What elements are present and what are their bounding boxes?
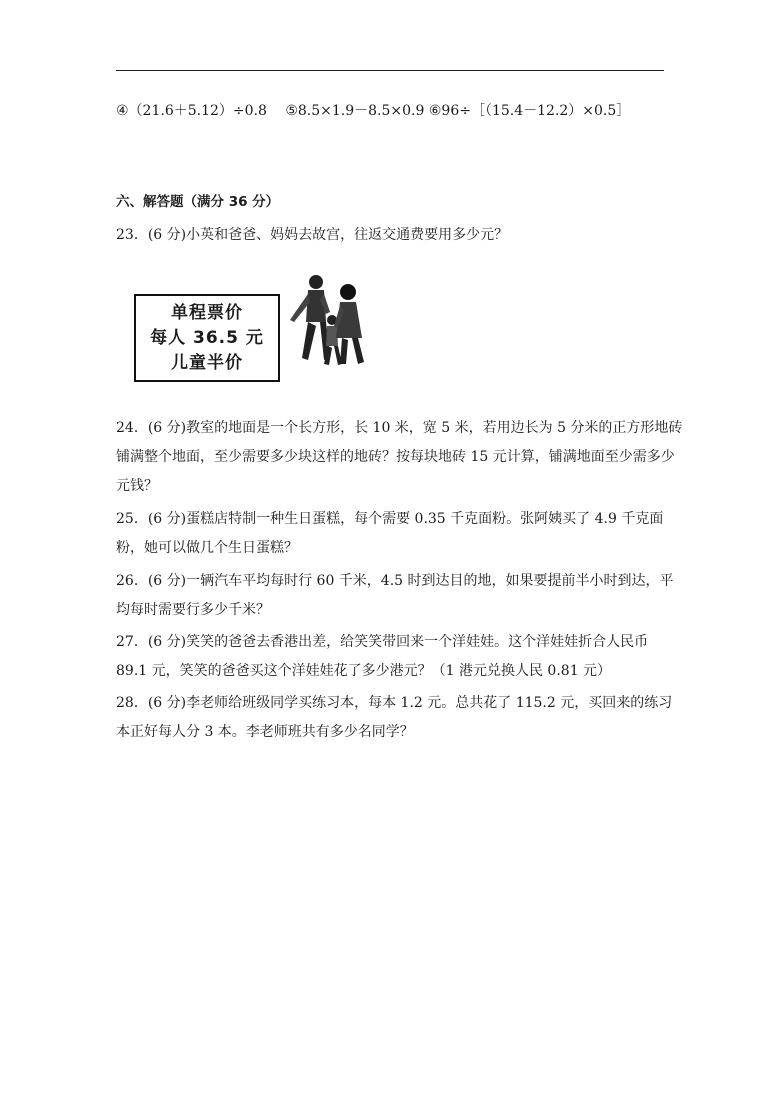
sign-line-3: 儿童半价 <box>171 352 243 373</box>
q26-line-1: 26．(6 分)一辆汽车平均每时行 60 千米，4.5 时到达目的地，如果要提前半小时到达，平 <box>116 573 674 589</box>
sign-line-2: 每人 36.5 元 <box>150 327 264 348</box>
ticket-price-sign <box>134 294 280 382</box>
question-25 <box>116 505 664 563</box>
q27-line-2: 89.1 元，笑笑的爸爸买这个洋娃娃花了多少港元？（1 港元兑换人民 0.81 元） <box>116 663 612 679</box>
family-walking-illustration <box>286 270 370 370</box>
q27-line-1: 27．(6 分)笑笑的爸爸去香港出差，给笑笑带回来一个洋娃娃。这个洋娃娃折合人民币 <box>116 634 649 650</box>
question-26 <box>116 567 674 625</box>
q24-line-3: 元钱？ <box>116 478 158 494</box>
q28-line-2: 本正好每人分 3 本。李老师班共有多少名同学？ <box>116 724 414 740</box>
header-rule <box>116 70 664 71</box>
q25-line-2: 粉，她可以做几个生日蛋糕？ <box>116 540 298 556</box>
question-23: 23．(6 分)小英和爸爸、妈妈去故宫，往返交通费要用多少元？ <box>116 227 509 243</box>
q24-line-2: 铺满整个地面，至少需要多少块这样的地砖？按每块地砖 15 元计算，铺满地面至少需多少 <box>116 449 675 465</box>
q28-line-1: 28．(6 分)李老师给班级同学买练习本，每本 1.2 元。总共花了 115.2 元，买回来的练习 <box>116 695 673 711</box>
calculation-expressions: ④（21.6＋5.12）÷0.8 ⑤8.5×1.9－8.5×0.9 ⑥96÷［（15.4－12.2）×0.5］ <box>116 103 631 119</box>
q25-line-1: 25．(6 分)蛋糕店特制一种生日蛋糕，每个需要 0.35 千克面粉。张阿姨买了 4.9 千克面 <box>116 511 664 527</box>
sign-line-1: 单程票价 <box>171 302 243 323</box>
section-title: 六、解答题（满分 36 分） <box>116 194 280 210</box>
question-24 <box>116 414 683 501</box>
question-27 <box>116 628 664 686</box>
question-28 <box>116 689 673 747</box>
q24-line-1: 24．(6 分)教室的地面是一个长方形，长 10 米，宽 5 米，若用边长为 5 分米的正方形地砖 <box>116 420 683 436</box>
q26-line-2: 均每时需要行多少千米？ <box>116 602 270 618</box>
